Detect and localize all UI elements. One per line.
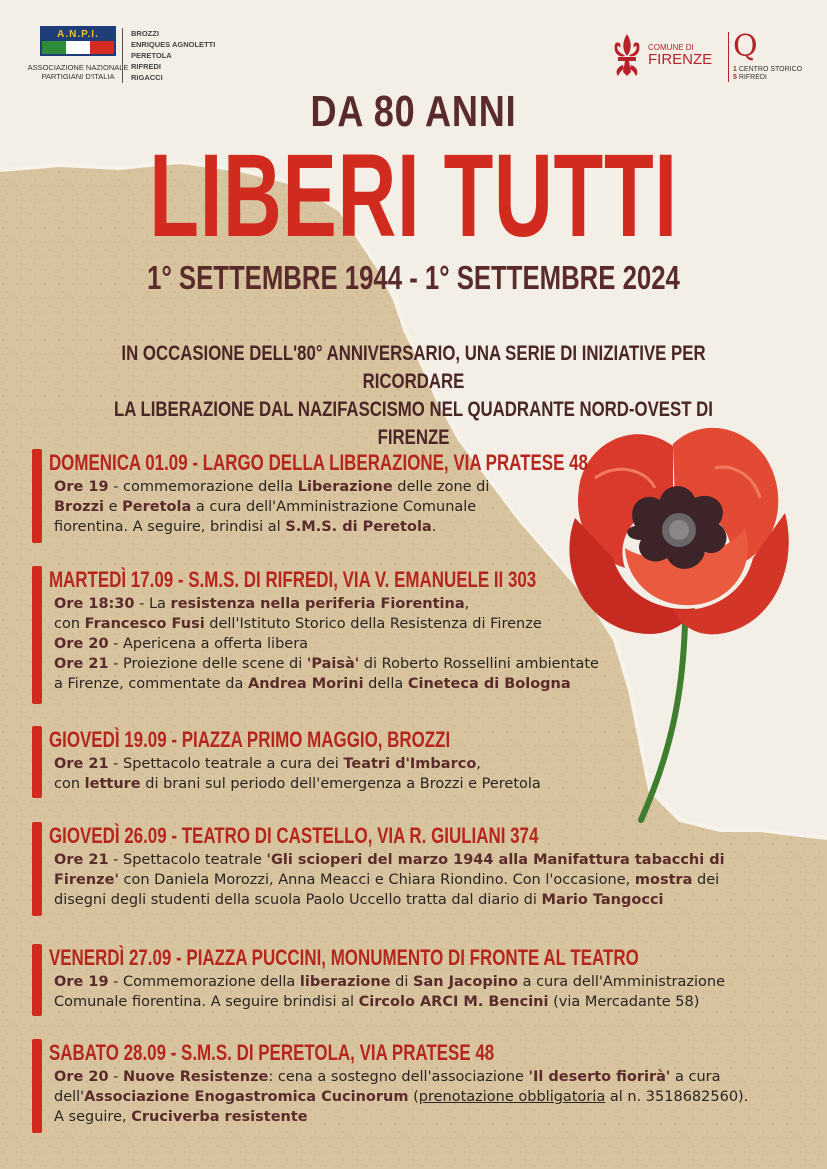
title-line1: DA 80 ANNI — [310, 87, 517, 136]
body-text: - Spettacolo teatrale — [108, 852, 267, 868]
highlight-text: Nuove Resistenze — [123, 1069, 269, 1085]
body-text: e — [104, 499, 123, 515]
event-body — [32, 477, 812, 537]
body-text: della — [363, 676, 408, 692]
event-line — [54, 594, 812, 614]
highlight-text: mostra — [634, 872, 693, 888]
body-text: dell'Istituto Storico della Resistenza di Firenze — [204, 616, 542, 632]
body-text: , — [464, 596, 470, 612]
title-dates: 1° SETTEMBRE 1944 - 1° SETTEMBRE 2024 — [147, 259, 680, 296]
event-line — [54, 1067, 812, 1087]
event-heading: VENERDÌ 27.09 - PIAZZA PUCCINI, MONUMENTO DI FRONTE AL TEATRO — [48, 945, 639, 970]
highlight-text: Francesco Fusi — [84, 616, 205, 632]
highlight-text: Mario Tangocci — [541, 892, 664, 908]
event-line — [54, 992, 812, 1012]
quartiere-logo — [728, 29, 803, 82]
body-text: a Firenze, commentate da — [54, 676, 249, 692]
event-1 — [32, 449, 812, 537]
body-text: disegni degli studenti della scuola Paolo Uccello tratta dal diario di — [54, 892, 542, 908]
body-text: (via Mercadante 58) — [548, 994, 700, 1010]
highlight-text: Ore 19 — [54, 479, 109, 495]
quartiere-line: 5 RIFREDI — [733, 74, 767, 81]
event-line — [54, 654, 812, 674]
event-heading: SABATO 28.09 - S.M.S. DI PERETOLA, VIA PRATESE 48 — [48, 1040, 495, 1065]
body-text: ( — [408, 1089, 419, 1105]
highlight-text: liberazione — [299, 974, 391, 990]
section-item: ENRIQUES AGNOLETTI — [131, 40, 216, 49]
highlight-text: 'Paisà' — [306, 656, 360, 672]
event-line — [54, 972, 812, 992]
anpi-logo-text: A.N.P.I. — [42, 28, 114, 41]
event-line — [54, 634, 812, 654]
highlight-text: Liberazione — [297, 479, 393, 495]
body-text: fiorentina. A seguire, brindisi al — [54, 519, 286, 535]
event-heading: GIOVEDÌ 26.09 - TEATRO DI CASTELLO, VIA R. GIULIANI 374 — [48, 823, 539, 848]
body-text: al n. 3518682560). — [605, 1089, 749, 1105]
highlight-text: Associazione Enogastromica Cucinorum — [84, 1089, 409, 1105]
event-body — [32, 594, 812, 694]
event-line — [54, 674, 812, 694]
anpi-name-line1: ASSOCIAZIONE NAZIONALE — [27, 63, 129, 72]
highlight-text: Firenze' — [54, 872, 119, 888]
event-line — [54, 754, 812, 774]
body-text: prenotazione obbligatoria — [418, 1089, 606, 1105]
body-text: dei — [692, 872, 720, 888]
highlight-text: Ore 21 — [54, 852, 109, 868]
body-text: a cura dell'Amministrazione — [517, 974, 725, 990]
section-item: PERETOLA — [131, 51, 172, 60]
anpi-flag-icon — [40, 26, 116, 56]
body-text: con — [54, 776, 85, 792]
section-item: BROZZI — [131, 29, 159, 38]
event-6 — [32, 1039, 812, 1127]
body-text: delle zone di — [392, 479, 490, 495]
highlight-text: Brozzi — [54, 499, 105, 515]
intro-line1: IN OCCASIONE DELL'80° ANNIVERSARIO, UNA SERIE DI INIZIATIVE PER RICORDARE — [121, 342, 706, 393]
event-line — [54, 890, 812, 910]
highlight-text: Ore 20 — [54, 1069, 109, 1085]
title-block — [0, 86, 827, 298]
highlight-text: Peretola — [122, 499, 192, 515]
body-text: con Daniela Morozzi, Anna Meacci e Chiara Riondino. Con l'occasione, — [118, 872, 635, 888]
title-main: LIBERI TUTTI — [149, 130, 678, 262]
comune-firenze-logo — [610, 32, 712, 78]
highlight-text: S.M.S. di Peretola — [285, 519, 432, 535]
event-line — [54, 614, 812, 634]
highlight-text: Ore 19 — [54, 974, 109, 990]
body-text: : cena a sostegno dell'associazione — [268, 1069, 529, 1085]
quartiere-line: 1 CENTRO STORICO — [733, 66, 803, 73]
section-item: RIGACCI — [131, 73, 163, 82]
body-text: - La — [134, 596, 171, 612]
highlight-text: Teatri d'Imbarco — [343, 756, 477, 772]
body-text: di brani sul periodo dell'emergenza a Brozzi e Peretola — [140, 776, 541, 792]
quartiere-q-letter: Q — [733, 29, 758, 64]
event-2 — [32, 566, 812, 694]
body-text: di Roberto Rossellini ambientate — [359, 656, 599, 672]
body-text: a cura dell'Amministrazione Comunale — [191, 499, 477, 515]
body-text: - Apericena a offerta libera — [108, 636, 309, 652]
comune-label-big: FIRENZE — [648, 50, 713, 68]
anpi-sections-list — [122, 28, 215, 83]
body-text: di — [390, 974, 413, 990]
highlight-text: Circolo ARCI M. Bencini — [358, 994, 549, 1010]
body-text: dell' — [54, 1089, 85, 1105]
body-text: a cura — [670, 1069, 721, 1085]
body-text: , — [476, 756, 481, 772]
body-text: A seguire, — [54, 1109, 132, 1125]
event-line — [54, 850, 812, 870]
body-text: . — [431, 519, 437, 535]
event-body — [32, 754, 812, 794]
event-3 — [32, 726, 812, 794]
highlight-text: Ore 21 — [54, 756, 109, 772]
body-text: - Spettacolo teatrale a cura dei — [108, 756, 344, 772]
body-text: con — [54, 616, 85, 632]
highlight-text: Ore 20 — [54, 636, 109, 652]
event-5 — [32, 944, 812, 1012]
event-heading: MARTEDÌ 17.09 - S.M.S. DI RIFREDI, VIA V. EMANUELE II 303 — [48, 567, 537, 592]
highlight-text: letture — [84, 776, 141, 792]
highlight-text: Cineteca di Bologna — [407, 676, 571, 692]
comune-label-small: COMUNE DI — [648, 42, 694, 52]
highlight-text: Cruciverba resistente — [131, 1109, 308, 1125]
event-line — [54, 497, 812, 517]
highlight-text: 'Gli scioperi del marzo 1944 alla Manifattura tabacchi di — [266, 852, 725, 868]
event-line — [54, 517, 812, 537]
event-body — [32, 972, 812, 1012]
anpi-name-line2: PARTIGIANI D'ITALIA — [41, 72, 115, 81]
anpi-logo — [24, 26, 132, 81]
event-body — [32, 1067, 812, 1127]
highlight-text: Ore 18:30 — [54, 596, 135, 612]
event-heading: GIOVEDÌ 19.09 - PIAZZA PRIMO MAGGIO, BROZZI — [48, 727, 451, 752]
fleur-de-lis-icon — [610, 32, 644, 78]
event-line — [54, 1107, 812, 1127]
body-text: - — [108, 1069, 123, 1085]
event-4 — [32, 822, 812, 910]
event-line — [54, 870, 812, 890]
event-line — [54, 1087, 812, 1107]
body-text: - Commemorazione della — [108, 974, 300, 990]
event-line — [54, 477, 812, 497]
event-heading: DOMENICA 01.09 - LARGO DELLA LIBERAZIONE, VIA PRATESE 48 — [48, 450, 588, 475]
event-line — [54, 774, 812, 794]
body-text: - Proiezione delle scene di — [108, 656, 307, 672]
highlight-text: 'Il deserto fiorirà' — [528, 1069, 671, 1085]
body-text: - commemorazione della — [108, 479, 298, 495]
highlight-text: resistenza nella periferia Fiorentina — [170, 596, 465, 612]
intro-line2: LA LIBERAZIONE DAL NAZIFASCISMO NEL QUADRANTE NORD-OVEST DI FIRENZE — [114, 398, 713, 449]
highlight-text: San Jacopino — [413, 974, 518, 990]
event-body — [32, 850, 812, 910]
highlight-text: Ore 21 — [54, 656, 109, 672]
highlight-text: Andrea Morini — [248, 676, 364, 692]
body-text: Comunale fiorentina. A seguire brindisi al — [54, 994, 359, 1010]
section-item: RIFREDI — [131, 62, 161, 71]
